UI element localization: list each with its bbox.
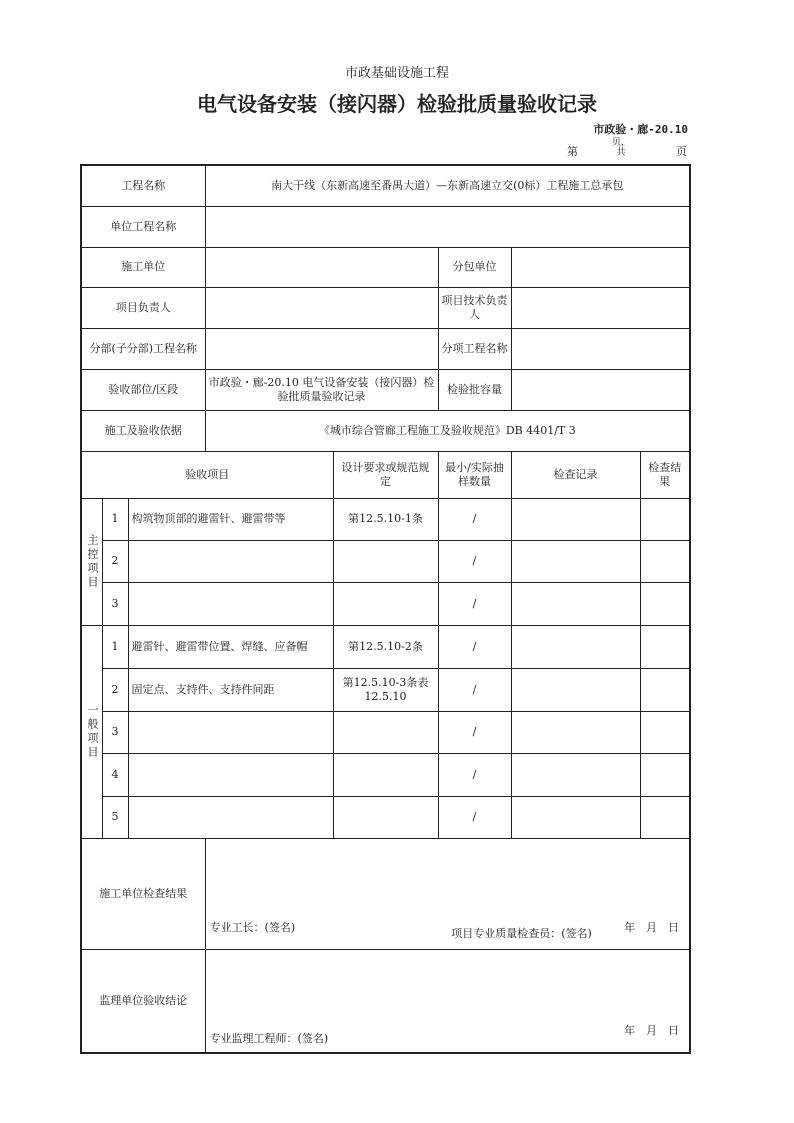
header-record: 检查记录 (511, 451, 640, 498)
main-row-sample: / (438, 582, 511, 625)
main-row-record (511, 498, 640, 540)
general-row-sample: / (438, 668, 511, 711)
main-row-name (128, 540, 333, 582)
general-row-record (511, 796, 640, 838)
general-row-name: 固定点、支持件、支持件间距 (128, 668, 333, 711)
construction-check-label: 施工单位检查结果 (81, 838, 205, 949)
general-items-label-text: 一般项目 (86, 703, 99, 760)
page-subtitle: 市政基础设施工程 (344, 66, 449, 81)
main-row-sample: / (438, 540, 511, 582)
main-row-spec: 第12.5.10-1条 (333, 498, 438, 540)
general-row-record (511, 711, 640, 753)
general-row-name (128, 753, 333, 796)
header-result: 检查结果 (640, 451, 690, 498)
capacity-value (511, 369, 690, 410)
division-value (205, 328, 438, 369)
main-row-no: 2 (102, 540, 128, 582)
subcontractor-label: 分包单位 (438, 247, 511, 287)
main-row-sample: / (438, 498, 511, 540)
general-row-no: 5 (102, 796, 128, 838)
supervision-date: 年 月 日 (624, 1024, 680, 1037)
location-value: 市政验・廊-20.10 电气设备安装（接闪器）检验批质量验收记录 (205, 369, 438, 410)
main-row-record (511, 582, 640, 625)
unit-project-label: 单位工程名称 (81, 206, 205, 247)
subitem-label: 分项工程名称 (438, 328, 511, 369)
general-row-spec: 第12.5.10-3条表12.5.10 (333, 668, 438, 711)
main-items-label (81, 498, 102, 625)
supervision-check-label: 监理单位验收结论 (81, 949, 205, 1053)
general-row-spec (333, 796, 438, 838)
general-row-result (640, 796, 690, 838)
project-manager-label: 项目负责人 (81, 287, 205, 328)
basis-value: 《城市综合管廊工程施工及验收规范》DB 4401/T 3 (205, 410, 690, 451)
foreman-signature: 专业工长：(签名) (209, 920, 296, 934)
page-mid: 贝，共 (611, 138, 630, 158)
general-row-spec: 第12.5.10-2条 (333, 625, 438, 668)
general-row-spec (333, 711, 438, 753)
general-row-name: 避雷针、避雷带位置、焊缝、应备帽 (128, 625, 333, 668)
general-row-record (511, 668, 640, 711)
capacity-label: 检验批容量 (438, 369, 511, 410)
page-title: 电气设备安装（接闪器）检验批质量验收记录 (197, 92, 597, 116)
inspection-form (80, 164, 691, 1054)
general-row-record (511, 753, 640, 796)
page-prefix: 第 (567, 145, 578, 158)
main-row-result (640, 540, 690, 582)
general-row-name (128, 796, 333, 838)
basis-label: 施工及验收依据 (81, 410, 205, 451)
main-row-spec (333, 582, 438, 625)
main-row-no: 1 (102, 498, 128, 540)
unit-project-value (205, 206, 690, 247)
main-row-name (128, 582, 333, 625)
general-row-record (511, 625, 640, 668)
supervision-check-area (205, 949, 690, 1053)
subcontractor-value (511, 247, 690, 287)
contractor-label: 施工单位 (81, 247, 205, 287)
general-row-spec (333, 753, 438, 796)
general-row-result (640, 711, 690, 753)
general-row-sample: / (438, 796, 511, 838)
main-items-label-text: 主控项目 (86, 533, 99, 590)
engineer-signature: 专业监理工程师：(签名) (209, 1032, 329, 1045)
project-name-label: 工程名称 (81, 165, 205, 206)
general-row-sample: / (438, 753, 511, 796)
tech-manager-label: 项目技术负责人 (438, 287, 511, 328)
construction-date: 年 月 日 (624, 920, 680, 934)
contractor-value (205, 247, 438, 287)
general-row-name (128, 711, 333, 753)
general-row-no: 3 (102, 711, 128, 753)
main-row-no: 3 (102, 582, 128, 625)
main-row-spec (333, 540, 438, 582)
header-design: 设计要求或规范规定 (333, 451, 438, 498)
general-row-sample: / (438, 625, 511, 668)
division-label: 分部(子分部)工程名称 (81, 328, 205, 369)
inspector-signature: 项目专业质量检查员：(签名) (451, 926, 592, 940)
general-row-result (640, 753, 690, 796)
general-row-no: 2 (102, 668, 128, 711)
project-manager-value (205, 287, 438, 328)
general-row-sample: / (438, 711, 511, 753)
general-row-no: 4 (102, 753, 128, 796)
subitem-value (511, 328, 690, 369)
form-code: 市政验・廊-20.10 (593, 123, 688, 136)
location-label: 验收部位/区段 (81, 369, 205, 410)
header-sample: 最小/实际抽样数量 (438, 451, 511, 498)
main-row-result (640, 498, 690, 540)
page-suffix: 页 (676, 145, 687, 158)
general-row-result (640, 668, 690, 711)
construction-check-area (205, 838, 690, 949)
general-items-label (81, 625, 102, 838)
header-item: 验收项目 (81, 451, 333, 498)
project-name-value: 南大干线（东新高速至番禺大道）—东新高速立交(0标）工程施工总承包 (205, 165, 690, 206)
general-row-result (640, 625, 690, 668)
general-row-no: 1 (102, 625, 128, 668)
main-row-result (640, 582, 690, 625)
tech-manager-value (511, 287, 690, 328)
main-row-name: 构筑物顶部的避雷针、避雷带等 (128, 498, 333, 540)
main-row-record (511, 540, 640, 582)
